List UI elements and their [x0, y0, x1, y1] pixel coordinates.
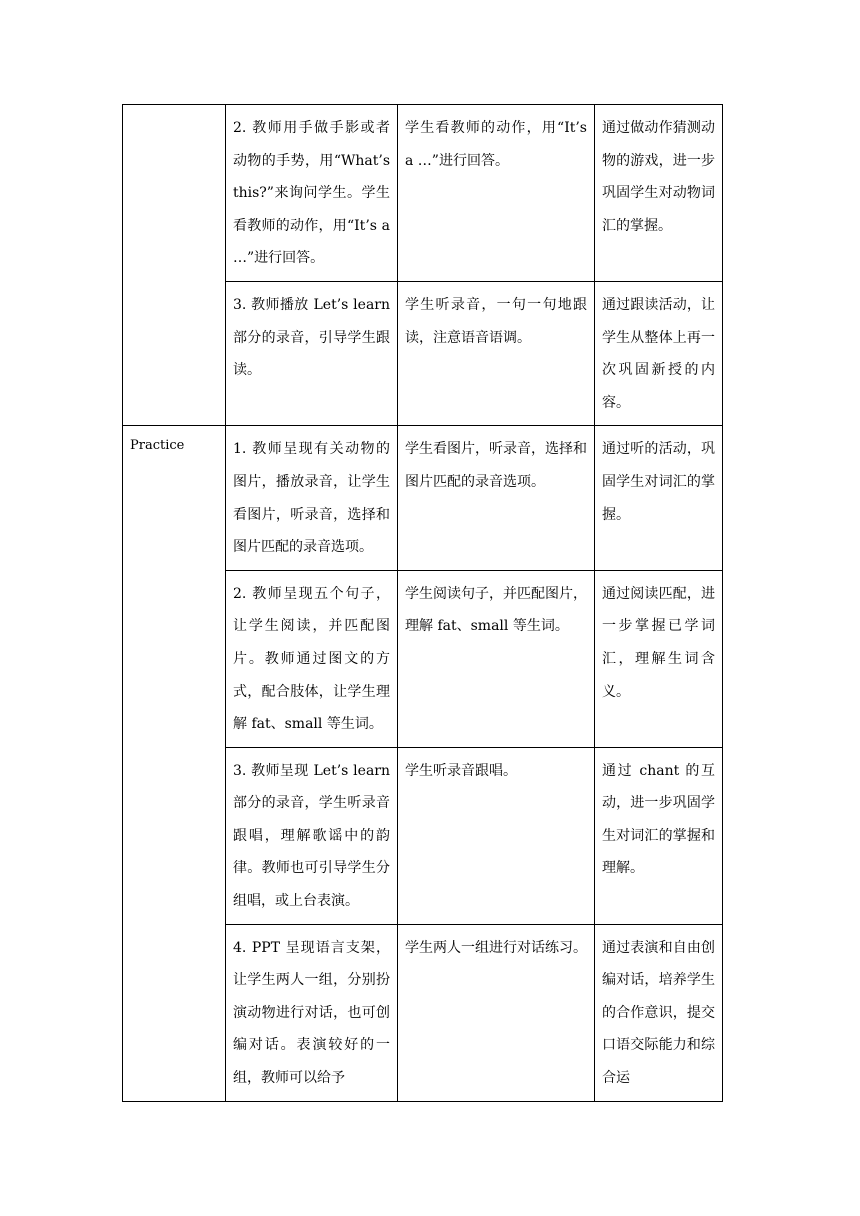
table-row: [123, 426, 723, 570]
teacher-activity-cell: 2. 教师呈现五个句子，让学生阅读，并匹配图片。教师通过图文的方式，配合肢体，让学生理解 fat、small 等生词。: [226, 570, 398, 747]
teacher-activity-cell: 2. 教师用手做手影或者动物的手势，用“What’s this?”来询问学生。学生看教师的动作，用“It’s a …”进行回答。: [226, 105, 398, 282]
teacher-activity-cell: 3. 教师呈现 Let’s learn部分的录音，学生听录音跟唱，理解歌谣中的韵律。教师也可引导学生分组唱，或上台表演。: [226, 747, 398, 924]
stage-cell: Practice: [123, 426, 226, 1101]
student-activity-cell: 学生两人一组进行对话练习。: [398, 924, 595, 1101]
purpose-cell: 通过阅读匹配，进一步掌握已学词汇，理解生词含义。: [595, 570, 723, 747]
teacher-activity-cell: 4. PPT 呈现语言支架，让学生两人一组，分别扮演动物进行对话，也可创编对话。表演较好的一组，教师可以给予: [226, 924, 398, 1101]
purpose-cell: 通过听的活动，巩固学生对词汇的掌握。: [595, 426, 723, 570]
student-activity-cell: 学生阅读句子，并匹配图片，理解 fat、small 等生词。: [398, 570, 595, 747]
purpose-cell: 通过做动作猜测动物的游戏，进一步巩固学生对动物词汇的掌握。: [595, 105, 723, 282]
purpose-cell: 通过 chant 的互动，进一步巩固学生对词汇的掌握和理解。: [595, 747, 723, 924]
lesson-plan-table: [122, 104, 723, 1102]
table-row: [123, 105, 723, 282]
student-activity-cell: 学生看教师的动作，用“It’s a …”进行回答。: [398, 105, 595, 282]
stage-cell: [123, 105, 226, 426]
student-activity-cell: 学生听录音跟唱。: [398, 747, 595, 924]
teacher-activity-cell: 3. 教师播放 Let’s learn部分的录音，引导学生跟读。: [226, 281, 398, 425]
student-activity-cell: 学生看图片，听录音，选择和图片匹配的录音选项。: [398, 426, 595, 570]
teacher-activity-cell: 1. 教师呈现有关动物的图片，播放录音，让学生看图片，听录音，选择和图片匹配的录音选项。: [226, 426, 398, 570]
purpose-cell: 通过表演和自由创编对话，培养学生的合作意识，提交口语交际能力和综合运: [595, 924, 723, 1101]
purpose-cell: 通过跟读活动，让学生从整体上再一次巩固新授的内容。: [595, 281, 723, 425]
student-activity-cell: 学生听录音，一句一句地跟读，注意语音语调。: [398, 281, 595, 425]
